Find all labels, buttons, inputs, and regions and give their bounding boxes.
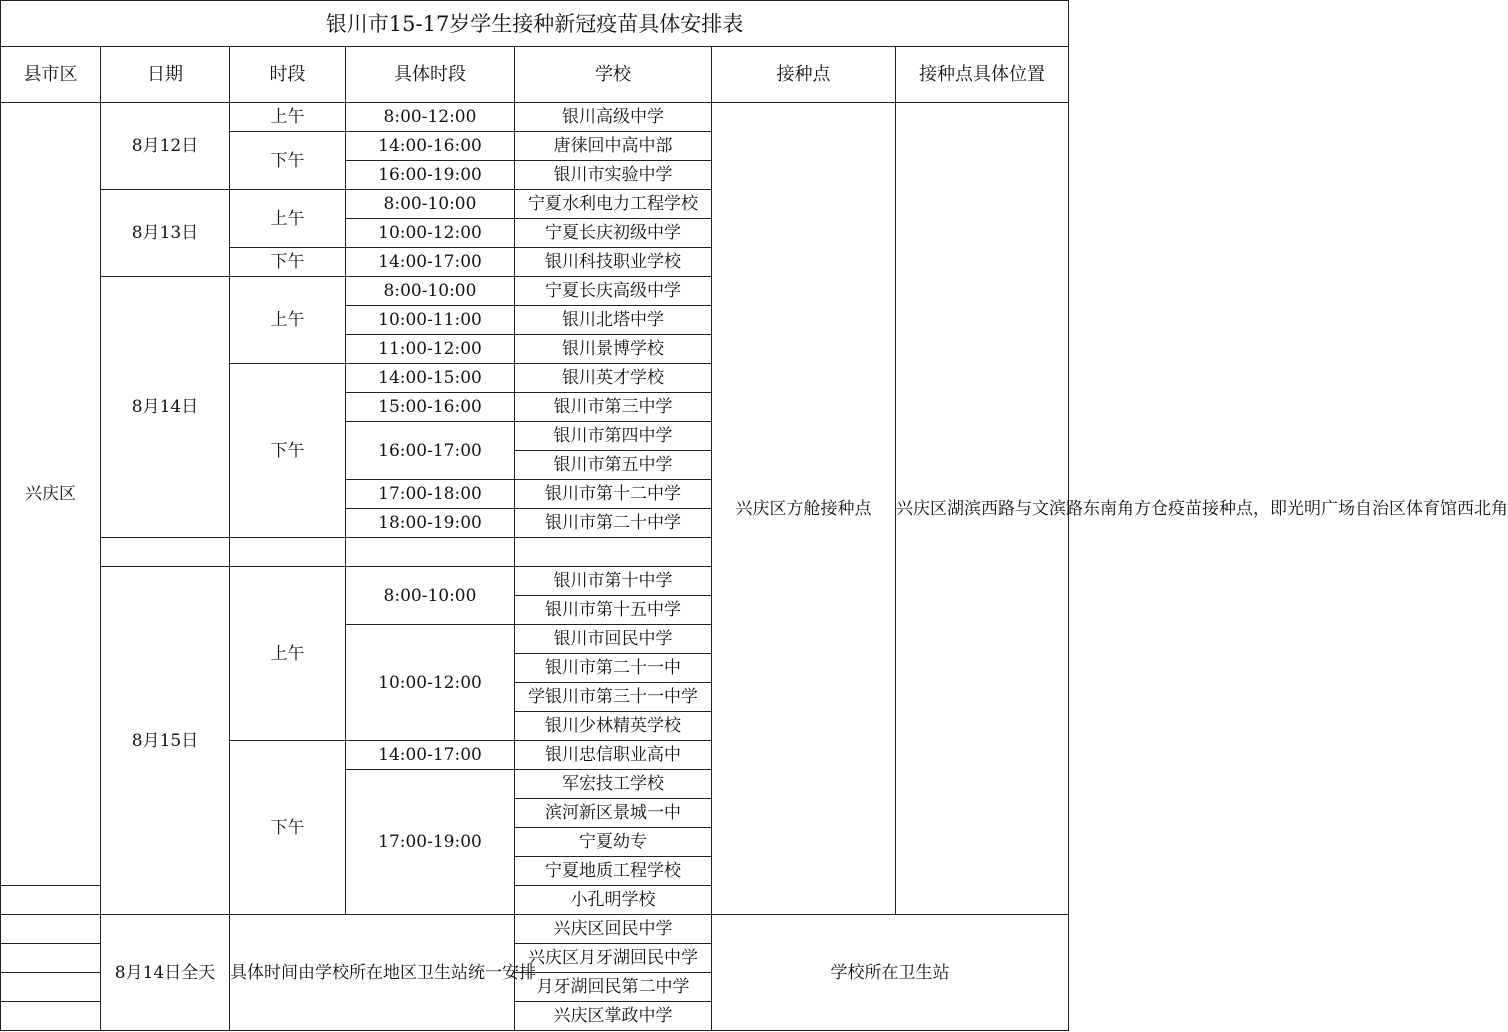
time-cell: 16:00-19:00 (346, 161, 515, 190)
header-time: 具体时段 (346, 47, 515, 103)
school-cell: 唐徕回中高中部 (515, 132, 712, 161)
school-cell: 宁夏地质工程学校 (515, 857, 712, 886)
school-cell: 学银川市第三十一中学 (515, 683, 712, 712)
school-cell: 银川市第三中学 (515, 393, 712, 422)
date-cell: 8月13日 (101, 190, 230, 277)
school-cell: 宁夏水利电力工程学校 (515, 190, 712, 219)
empty-cell (1, 886, 101, 915)
table-title: 银川市15-17岁学生接种新冠疫苗具体安排表 (1, 1, 1069, 47)
school-cell: 军宏技工学校 (515, 770, 712, 799)
empty-cell (515, 538, 712, 567)
time-cell: 14:00-16:00 (346, 132, 515, 161)
period-cell: 上午 (230, 567, 346, 741)
date-cell: 8月14日 (101, 277, 230, 538)
school-cell: 宁夏长庆高级中学 (515, 277, 712, 306)
school-cell: 银川市第二十中学 (515, 509, 712, 538)
header-site: 接种点 (712, 47, 896, 103)
date-cell: 8月15日 (101, 567, 230, 915)
school-cell: 银川北塔中学 (515, 306, 712, 335)
school-cell: 银川市第五中学 (515, 451, 712, 480)
period-cell: 上午 (230, 103, 346, 132)
school-cell: 兴庆区月牙湖回民中学 (515, 944, 712, 973)
time-cell: 8:00-10:00 (346, 567, 515, 625)
header-county: 县市区 (1, 47, 101, 103)
school-cell: 兴庆区掌政中学 (515, 1002, 712, 1031)
school-cell: 银川市回民中学 (515, 625, 712, 654)
time-cell: 8:00-10:00 (346, 277, 515, 306)
county-cell: 兴庆区 (1, 103, 101, 886)
time-cell: 17:00-18:00 (346, 480, 515, 509)
header-school: 学校 (515, 47, 712, 103)
period-cell: 上午 (230, 190, 346, 248)
school-cell: 银川忠信职业高中 (515, 741, 712, 770)
arrangement-cell: 具体时间由学校所在地区卫生站统一安排 (230, 915, 515, 1031)
special-site-cell: 学校所在卫生站 (712, 915, 1069, 1031)
time-cell: 10:00-12:00 (346, 625, 515, 741)
school-cell: 宁夏长庆初级中学 (515, 219, 712, 248)
time-cell: 10:00-11:00 (346, 306, 515, 335)
time-cell: 8:00-12:00 (346, 103, 515, 132)
empty-cell (101, 538, 230, 567)
time-cell: 14:00-15:00 (346, 364, 515, 393)
location-cell: 兴庆区湖滨西路与文滨路东南角方仓疫苗接种点，即光明广场自治区体育馆西北角 (896, 103, 1069, 915)
school-cell: 月牙湖回民第二中学 (515, 973, 712, 1002)
period-cell: 上午 (230, 277, 346, 364)
date-cell: 8月12日 (101, 103, 230, 190)
school-cell: 银川英才学校 (515, 364, 712, 393)
school-cell: 小孔明学校 (515, 886, 712, 915)
school-cell: 银川市第四中学 (515, 422, 712, 451)
time-cell: 14:00-17:00 (346, 248, 515, 277)
school-cell: 银川科技职业学校 (515, 248, 712, 277)
header-date: 日期 (101, 47, 230, 103)
school-cell: 银川市第二十一中 (515, 654, 712, 683)
period-cell: 下午 (230, 364, 346, 538)
period-cell: 下午 (230, 248, 346, 277)
empty-cell (1, 973, 101, 1002)
period-cell: 下午 (230, 132, 346, 190)
site-cell: 兴庆区方舱接种点 (712, 103, 896, 915)
school-cell: 兴庆区回民中学 (515, 915, 712, 944)
empty-cell (1, 1002, 101, 1031)
school-cell: 银川市第十五中学 (515, 596, 712, 625)
school-cell: 银川高级中学 (515, 103, 712, 132)
school-cell: 银川景博学校 (515, 335, 712, 364)
school-cell: 银川市第十二中学 (515, 480, 712, 509)
time-cell: 11:00-12:00 (346, 335, 515, 364)
school-cell: 银川市第十中学 (515, 567, 712, 596)
header-period: 时段 (230, 47, 346, 103)
time-cell: 8:00-10:00 (346, 190, 515, 219)
period-cell: 下午 (230, 741, 346, 915)
empty-cell (346, 538, 515, 567)
time-cell: 18:00-19:00 (346, 509, 515, 538)
school-cell: 银川市实验中学 (515, 161, 712, 190)
time-cell: 17:00-19:00 (346, 770, 515, 915)
time-cell: 10:00-12:00 (346, 219, 515, 248)
empty-cell (1, 915, 101, 944)
date-cell: 8月14日全天 (101, 915, 230, 1031)
empty-cell (1, 944, 101, 973)
time-cell: 14:00-17:00 (346, 741, 515, 770)
header-location: 接种点具体位置 (896, 47, 1069, 103)
school-cell: 宁夏幼专 (515, 828, 712, 857)
time-cell: 15:00-16:00 (346, 393, 515, 422)
school-cell: 滨河新区景城一中 (515, 799, 712, 828)
time-cell: 16:00-17:00 (346, 422, 515, 480)
empty-cell (230, 538, 346, 567)
school-cell: 银川少林精英学校 (515, 712, 712, 741)
